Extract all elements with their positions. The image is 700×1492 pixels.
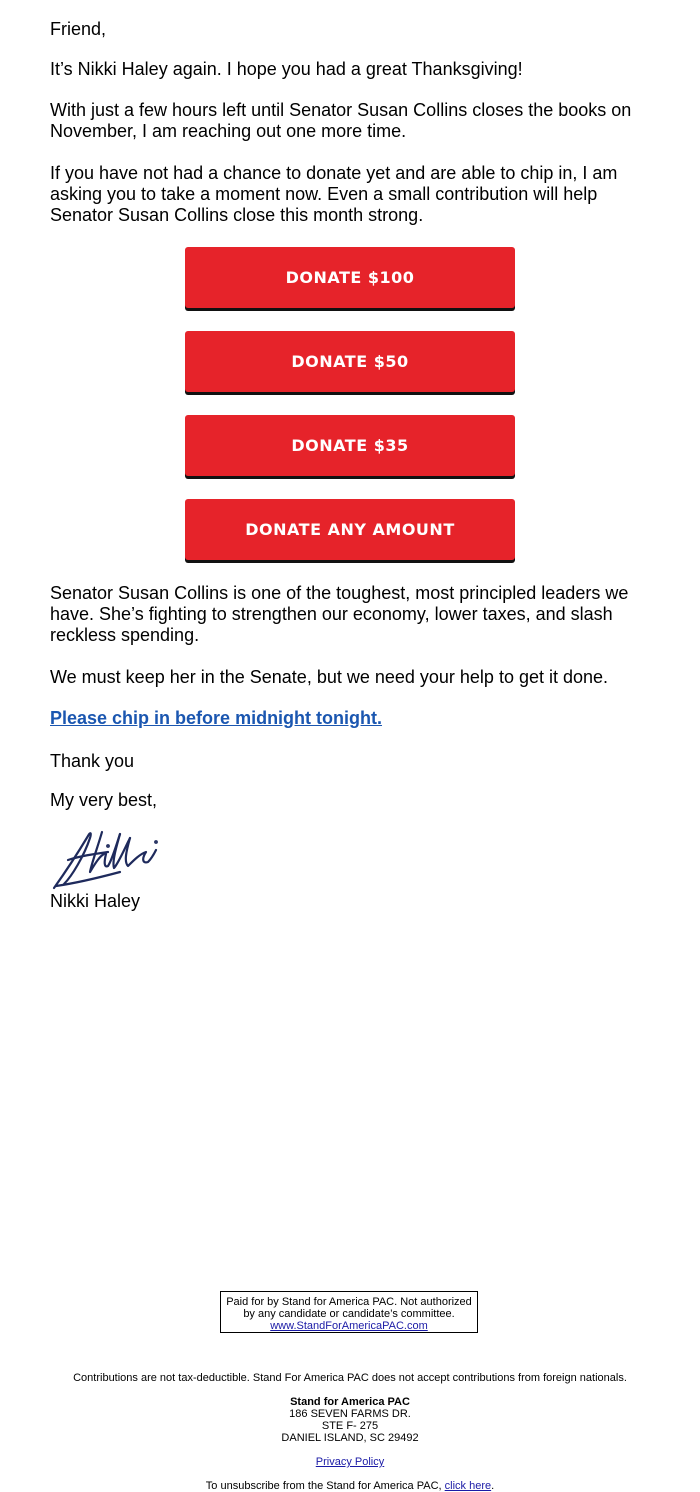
paragraph-collins: Senator Susan Collins is one of the toughest, most principled leaders we have. She’s fighting to strengthen our economy, lower taxes, and slash reckless spending. bbox=[50, 583, 629, 645]
paragraph-ask: If you have not had a chance to donate yet and are able to chip in, I am asking you to take a moment now. Even a small contribution will help Senator Susan Collins close this month strong. bbox=[50, 163, 618, 225]
paragraph-deadline: With just a few hours left until Senator Susan Collins closes the books on November, I am reaching out one more time. bbox=[50, 100, 632, 141]
mailing-address bbox=[0, 1396, 700, 1444]
paid-for-line-1: Paid for by Stand for America PAC. Not authorized bbox=[226, 1296, 472, 1308]
signature-image bbox=[50, 826, 162, 892]
paragraph-intro: It’s Nikki Haley again. I hope you had a great Thanksgiving! bbox=[50, 59, 523, 79]
paid-for-line-2: by any candidate or candidate’s committee. bbox=[243, 1308, 455, 1320]
donate-35-button[interactable]: DONATE $35 bbox=[185, 415, 515, 476]
thank-you-text: Thank you bbox=[50, 751, 135, 771]
address-line-3: DANIEL ISLAND, SC 29492 bbox=[281, 1432, 419, 1444]
chip-in-link[interactable]: Please chip in before midnight tonight. bbox=[50, 708, 383, 728]
org-name: Stand for America PAC bbox=[290, 1396, 410, 1408]
address-line-1: 186 SEVEN FARMS DR. bbox=[289, 1408, 411, 1420]
paragraph-keep-senate: We must keep her in the Senate, but we need your help to get it done. bbox=[50, 667, 609, 687]
tax-notice: Contributions are not tax-deductible. Stand For America PAC does not accept contributions from foreign nationals. bbox=[73, 1372, 627, 1384]
signer-name: Nikki Haley bbox=[50, 891, 141, 911]
unsubscribe-link[interactable]: click here bbox=[444, 1480, 492, 1492]
unsubscribe-end: . bbox=[491, 1480, 495, 1492]
unsubscribe-text: To unsubscribe from the Stand for America PAC, bbox=[205, 1480, 445, 1492]
donate-50-button[interactable]: DONATE $50 bbox=[185, 331, 515, 392]
greeting: Friend, bbox=[50, 19, 107, 39]
closing-text: My very best, bbox=[50, 790, 158, 810]
donate-any-amount-button[interactable]: DONATE ANY AMOUNT bbox=[185, 499, 515, 560]
website-link[interactable]: www.StandForAmericaPAC.com bbox=[270, 1320, 428, 1332]
donate-100-button[interactable]: DONATE $100 bbox=[185, 247, 515, 308]
address-line-2: STE F- 275 bbox=[321, 1420, 379, 1432]
paid-for-disclaimer bbox=[220, 1291, 478, 1333]
unsubscribe-row bbox=[0, 1480, 700, 1492]
privacy-policy-link[interactable]: Privacy Policy bbox=[315, 1456, 385, 1468]
privacy-policy-row bbox=[0, 1456, 700, 1468]
